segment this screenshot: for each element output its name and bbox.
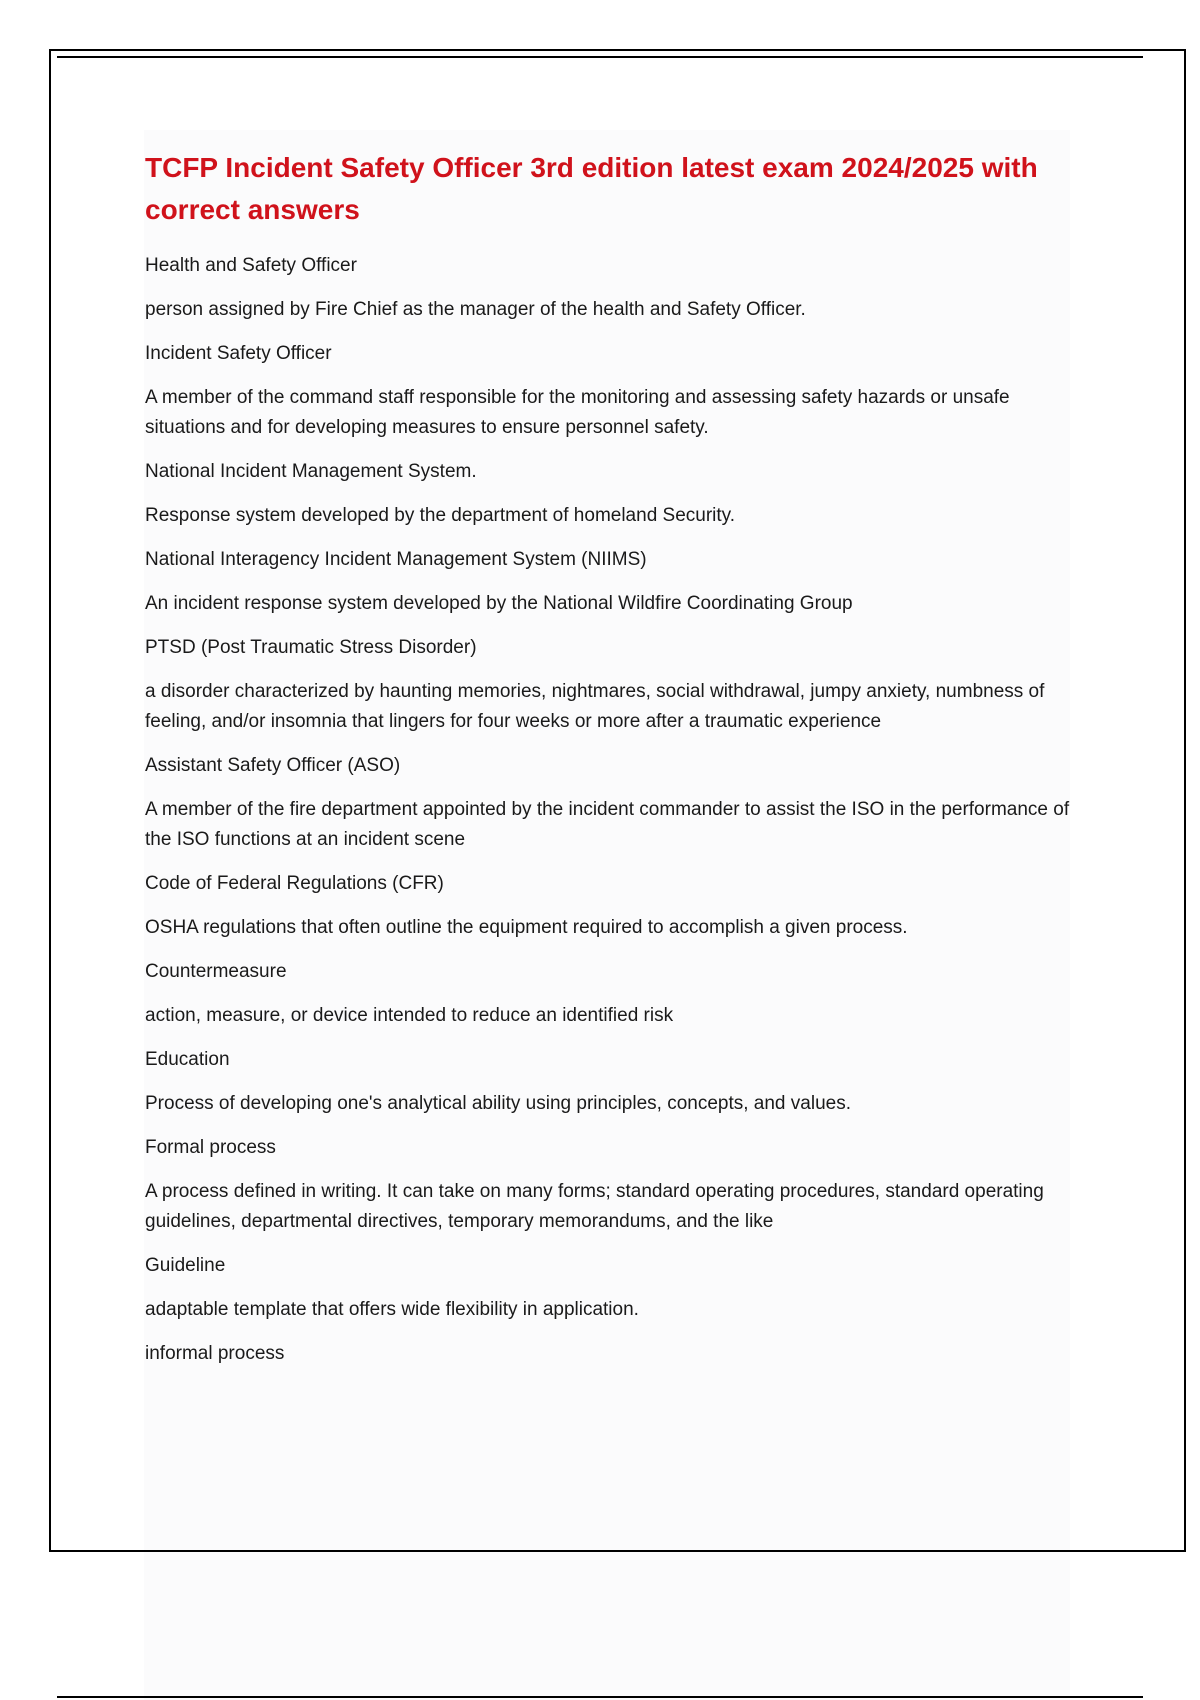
glossary-entry: [145, 1251, 1075, 1325]
glossary-entry: [145, 457, 1075, 531]
glossary-definition: Response system developed by the department of homeland Security.: [145, 505, 736, 526]
glossary-term: Formal process: [145, 1137, 276, 1158]
document-title: TCFP Incident Safety Officer 3rd edition latest exam 2024/2025 with correct answers: [145, 152, 1038, 225]
glossary-definition: adaptable template that offers wide flexibility in application.: [145, 1299, 639, 1320]
glossary-definition: A process defined in writing. It can take on many forms; standard operating procedures, standard operating guidelines, departmental directives, temporary memorandums, and the like: [145, 1181, 1044, 1232]
document-body: [145, 147, 1075, 1383]
glossary-entry: [145, 869, 1075, 943]
glossary-entry: [145, 1133, 1075, 1237]
glossary-definition: A member of the command staff responsible for the monitoring and assessing safety hazards or unsafe situations and for developing measures to ensure personnel safety.: [145, 387, 1010, 438]
glossary-term: National Incident Management System.: [145, 461, 477, 482]
glossary-definition: a disorder characterized by haunting memories, nightmares, social withdrawal, jumpy anxiety, numbness of feeling, and/or insomnia that lingers for four weeks or more after a traumatic experience: [145, 681, 1045, 732]
glossary-entry: [145, 339, 1075, 443]
glossary-entry: [145, 545, 1075, 619]
glossary-definition: person assigned by Fire Chief as the manager of the health and Safety Officer.: [145, 299, 806, 320]
glossary-term: Code of Federal Regulations (CFR): [145, 873, 444, 894]
glossary-entry: [145, 1339, 1075, 1369]
bottom-rule: [57, 1696, 1143, 1698]
top-rule: [57, 56, 1143, 58]
glossary-list: [145, 251, 1075, 1369]
glossary-term: National Interagency Incident Management System (NIIMS): [145, 549, 647, 570]
glossary-entry: [145, 633, 1075, 737]
glossary-term: Health and Safety Officer: [145, 255, 357, 276]
glossary-definition: Process of developing one's analytical ability using principles, concepts, and values.: [145, 1093, 851, 1114]
glossary-entry: [145, 751, 1075, 855]
glossary-entry: [145, 1045, 1075, 1119]
glossary-term: Incident Safety Officer: [145, 343, 332, 364]
glossary-definition: A member of the fire department appointed by the incident commander to assist the ISO in the performance of the ISO functions at an incident scene: [145, 799, 1070, 850]
glossary-definition: OSHA regulations that often outline the equipment required to accomplish a given process.: [145, 917, 908, 938]
glossary-term: Education: [145, 1049, 230, 1070]
glossary-term: Guideline: [145, 1255, 226, 1276]
glossary-term: Countermeasure: [145, 961, 287, 982]
glossary-entry: [145, 251, 1075, 325]
glossary-definition: action, measure, or device intended to reduce an identified risk: [145, 1005, 674, 1026]
glossary-entry: [145, 957, 1075, 1031]
glossary-term: Assistant Safety Officer (ASO): [145, 755, 401, 776]
glossary-term: informal process: [145, 1343, 285, 1364]
glossary-term: PTSD (Post Traumatic Stress Disorder): [145, 637, 477, 658]
glossary-definition: An incident response system developed by the National Wildfire Coordinating Group: [145, 593, 853, 614]
